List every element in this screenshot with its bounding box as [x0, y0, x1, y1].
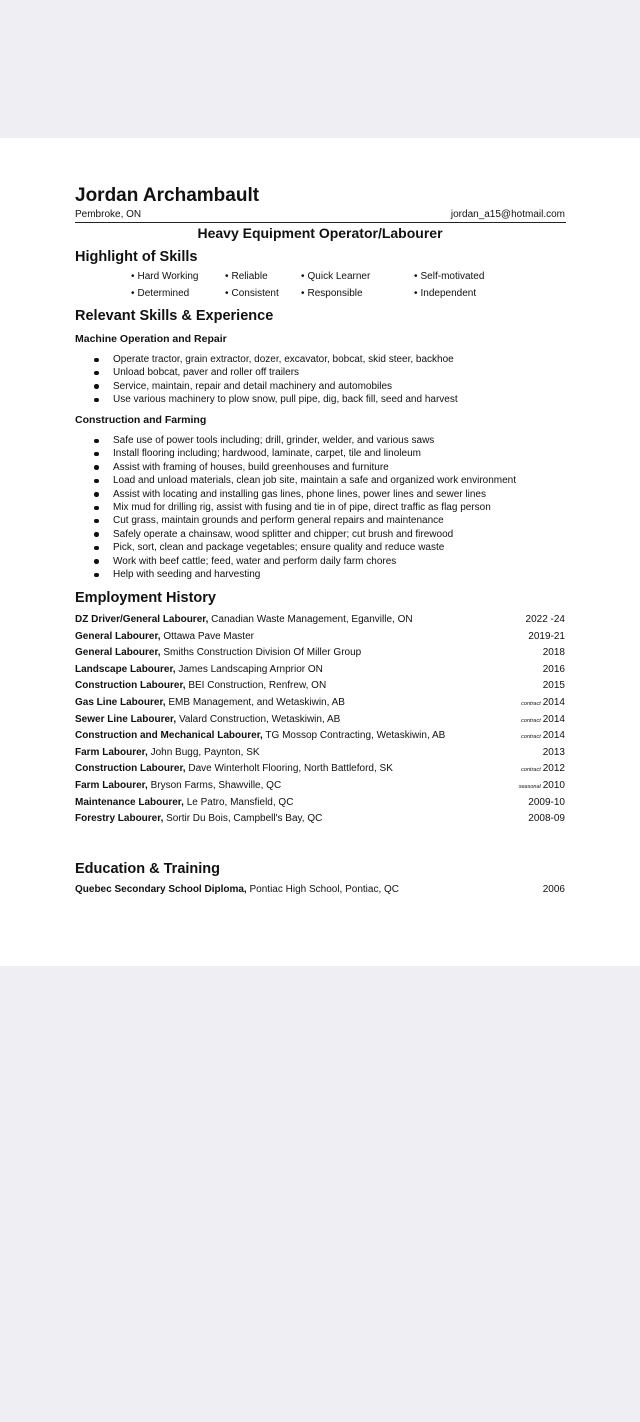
job-year: 2012	[542, 763, 565, 775]
job-employer: Smiths Construction Division Of Miller Group	[163, 647, 362, 659]
job-year: 2015	[542, 680, 565, 692]
employment-row	[75, 780, 565, 797]
list-item: Load and unload materials, clean job site, maintain a safe and organized work environment	[93, 474, 516, 487]
skill-item: • Independent	[414, 288, 476, 299]
machine-skill-list	[93, 353, 458, 407]
list-item: Install flooring including; hardwood, laminate, carpet, tile and linoleum	[93, 447, 516, 460]
job-employer: BEI Construction, Renfrew, ON	[188, 680, 327, 692]
employment-row	[75, 797, 565, 814]
employment-row	[75, 647, 565, 664]
job-employer: James Landscaping Arnprior ON	[178, 663, 323, 675]
list-item: Mix mud for drilling rig, assist with fusing and tie in of pipe, direct traffic as flag person	[93, 501, 516, 514]
machine-subheading: Machine Operation and Repair	[75, 333, 227, 345]
skill-item: • Hard Working	[131, 271, 198, 282]
job-employer: Le Patro, Mansfield, QC	[186, 796, 294, 808]
job-employer: TG Mossop Contracting, Wetaskiwin, AB	[265, 730, 446, 742]
job-note: seasonal	[518, 783, 541, 790]
employment-row	[75, 680, 565, 697]
job-role: General Labourer,	[75, 647, 161, 659]
job-role: Sewer Line Labourer,	[75, 713, 177, 725]
job-role: Gas Line Labourer,	[75, 696, 166, 708]
employment-row	[75, 813, 565, 830]
job-year-cell	[519, 780, 565, 791]
employment-row	[75, 614, 565, 631]
job-year: 2009-10	[528, 796, 565, 808]
job-role: DZ Driver/General Labourer,	[75, 614, 209, 625]
job-role: Maintenance Labourer,	[75, 796, 184, 808]
job-year-cell	[524, 614, 565, 625]
employment-heading: Employment History	[75, 590, 216, 606]
job-year-cell	[526, 797, 565, 808]
job-year-cell	[541, 747, 565, 758]
employment-row	[75, 763, 565, 780]
job-note: contract	[521, 700, 541, 707]
job-year-cell	[521, 730, 565, 741]
skill-item: • Determined	[131, 288, 189, 299]
highlights-heading: Highlight of Skills	[75, 249, 198, 265]
employment-row	[75, 747, 565, 764]
job-year: 2008-09	[528, 813, 565, 825]
job-employer: Canadian Waste Management, Eganville, ON	[211, 614, 413, 625]
job-role: Farm Labourer,	[75, 746, 148, 758]
list-item: Help with seeding and harvesting	[93, 568, 516, 581]
education-credential: Quebec Secondary School Diploma,	[75, 884, 247, 895]
skill-item: • Consistent	[225, 288, 279, 299]
job-role: General Labourer,	[75, 630, 161, 642]
job-year: 2010	[542, 779, 565, 791]
job-year-cell	[521, 763, 565, 774]
list-item: Unload bobcat, paver and roller off trailers	[93, 366, 458, 379]
employment-row	[75, 697, 565, 714]
job-role: Construction and Mechanical Labourer,	[75, 730, 263, 742]
job-title: Heavy Equipment Operator/Labourer	[197, 225, 443, 241]
job-employer: Sortir Du Bois, Campbell's Bay, QC	[166, 813, 323, 825]
job-year: 2019-21	[528, 630, 565, 642]
skill-item: • Responsible	[301, 288, 363, 299]
job-note: contract	[521, 767, 541, 774]
job-role: Construction Labourer,	[75, 680, 186, 692]
construction-skill-list	[93, 434, 516, 581]
job-employer: John Bugg, Paynton, SK	[150, 746, 260, 758]
job-employer: Ottawa Pave Master	[163, 630, 254, 642]
list-item: Operate tractor, grain extractor, dozer, excavator, bobcat, skid steer, backhoe	[93, 353, 458, 366]
employment-list	[75, 614, 565, 830]
list-item: Cut grass, maintain grounds and perform general repairs and maintenance	[93, 514, 516, 527]
education-row	[75, 884, 565, 898]
job-note: contract	[521, 734, 541, 741]
candidate-location: Pembroke, ON	[75, 209, 142, 220]
candidate-email[interactable]: jordan_a15@hotmail.com	[450, 209, 565, 220]
employment-row	[75, 631, 565, 648]
employment-row	[75, 664, 565, 681]
employment-row	[75, 714, 565, 731]
candidate-name: Jordan Archambault	[75, 185, 260, 206]
header-divider	[75, 222, 566, 223]
education-year: 2006	[542, 884, 565, 895]
job-year: 2016	[542, 663, 565, 675]
list-item: Safely operate a chainsaw, wood splitter and chipper; cut brush and firewood	[93, 528, 516, 541]
job-year: 2014	[542, 713, 565, 725]
job-year-cell	[521, 714, 565, 725]
education-school: Pontiac High School, Pontiac, QC	[249, 884, 400, 895]
skill-item: • Quick Learner	[301, 271, 370, 282]
job-employer: EMB Management, and Wetaskiwin, AB	[168, 696, 345, 708]
job-employer: Bryson Farms, Shawville, QC	[150, 779, 282, 791]
skill-item: • Self-motivated	[414, 271, 484, 282]
resume-page	[0, 138, 640, 966]
job-role: Farm Labourer,	[75, 779, 148, 791]
education-heading: Education & Training	[75, 861, 221, 877]
job-note: contract	[521, 717, 541, 724]
job-role: Forestry Labourer,	[75, 813, 164, 825]
job-year-cell	[541, 664, 565, 675]
relevant-heading: Relevant Skills & Experience	[75, 308, 274, 324]
job-year-cell	[541, 680, 565, 691]
job-employer: Valard Construction, Wetaskiwin, AB	[178, 713, 341, 725]
job-year-cell	[526, 631, 565, 642]
list-item: Pick, sort, clean and package vegetables; ensure quality and reduce waste	[93, 541, 516, 554]
job-role: Landscape Labourer,	[75, 663, 176, 675]
job-year: 2014	[542, 696, 565, 708]
list-item: Safe use of power tools including; drill, grinder, welder, and various saws	[93, 434, 516, 447]
job-year: 2014	[542, 730, 565, 742]
job-year-cell	[541, 647, 565, 658]
skill-item: • Reliable	[225, 271, 268, 282]
list-item: Assist with framing of houses, build greenhouses and furniture	[93, 461, 516, 474]
list-item: Work with beef cattle; feed, water and perform daily farm chores	[93, 555, 516, 568]
job-year-cell	[521, 697, 565, 708]
construction-subheading: Construction and Farming	[75, 414, 207, 426]
job-year-cell	[526, 813, 565, 824]
job-year: 2022 -24	[525, 614, 565, 625]
job-role: Construction Labourer,	[75, 763, 186, 775]
employment-row	[75, 730, 565, 747]
job-year: 2018	[542, 647, 565, 659]
list-item: Use various machinery to plow snow, pull pipe, dig, back fill, seed and harvest	[93, 393, 458, 406]
job-employer: Dave Winterholt Flooring, North Battleford, SK	[188, 763, 393, 775]
job-year: 2013	[542, 746, 565, 758]
list-item: Assist with locating and installing gas lines, phone lines, power lines and sewer lines	[93, 488, 516, 501]
list-item: Service, maintain, repair and detail machinery and automobiles	[93, 380, 458, 393]
